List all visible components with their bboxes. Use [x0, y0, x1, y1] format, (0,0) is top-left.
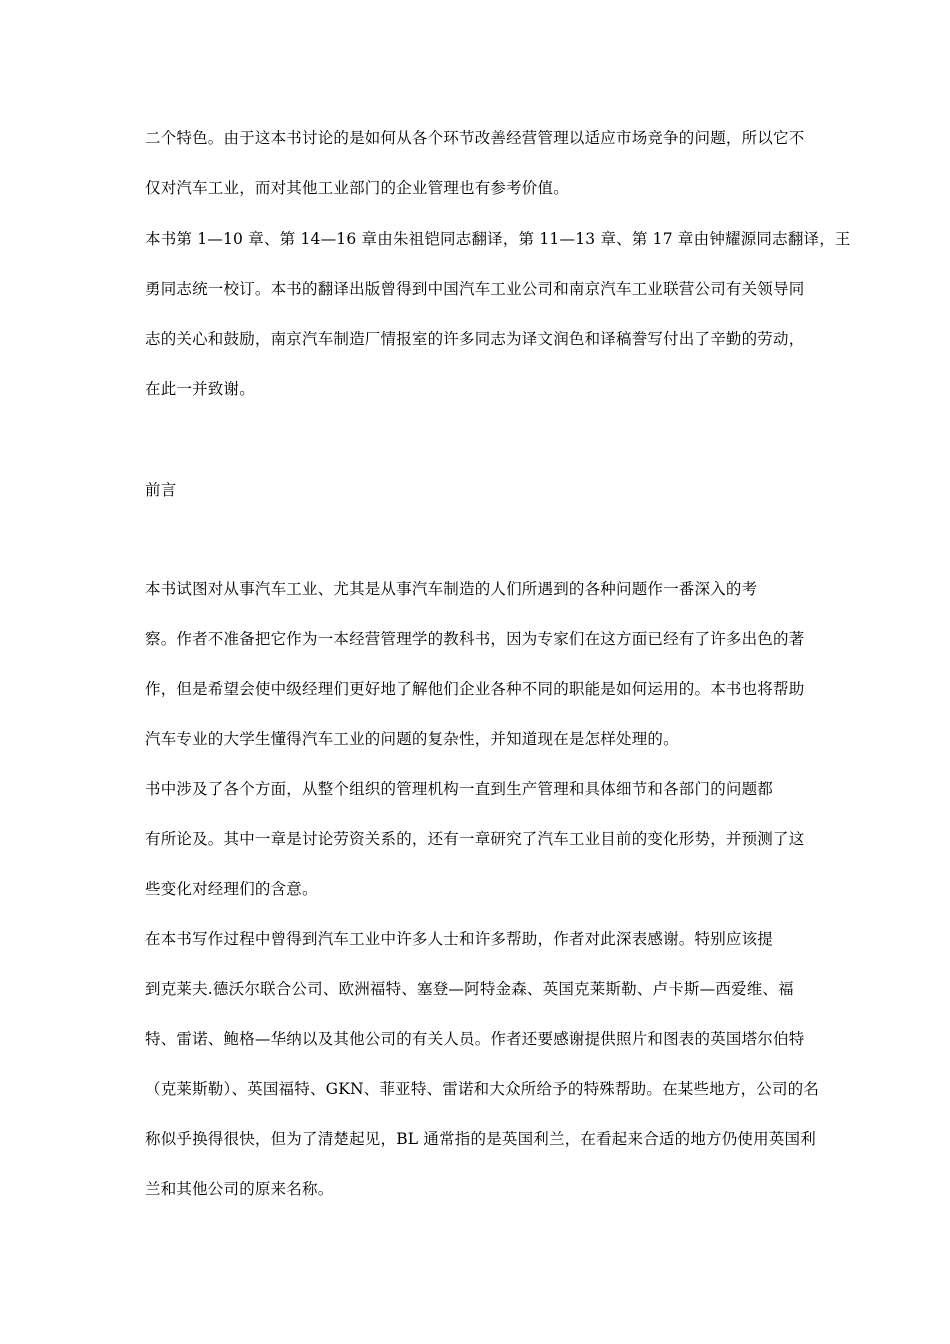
text-line: 作，但是希望会使中级经理们更好地了解他们企业各种不同的职能是如何运用的。本书也将帮助	[145, 680, 805, 698]
text-line: 特、雷诺、鲍格—华纳以及其他公司的有关人员。作者还要感谢提供照片和图表的英国塔尔伯特	[145, 1030, 805, 1048]
text-line: 在本书写作过程中曾得到汽车工业中许多人士和许多帮助，作者对此深表感谢。特别应该提	[145, 930, 774, 948]
text-line: （克莱斯勒）、英国福特、GKN、菲亚特、雷诺和大众所给予的特殊帮助。在某些地方，公司的名	[145, 1080, 820, 1098]
text-line: 察。作者不准备把它作为一本经营管理学的教科书，因为专家们在这方面已经有了许多出色的著	[145, 630, 805, 648]
text-line: 在此一并致谢。	[145, 380, 255, 398]
text-line: 有所论及。其中一章是讨论劳资关系的，还有一章研究了汽车工业目前的变化形势，并预测了这	[145, 830, 805, 848]
text-line: 到克莱夫.德沃尔联合公司、欧洲福特、塞登—阿特金森、英国克莱斯勒、卢卡斯—西爱维、福	[145, 980, 794, 998]
text-line: 称似乎换得很快，但为了清楚起见，BL 通常指的是英国利兰，在看起来合适的地方仍使用英国利	[145, 1130, 816, 1148]
text-line: 二个特色。由于这本书讨论的是如何从各个环节改善经营管理以适应市场竞争的问题，所以它不	[145, 129, 805, 147]
text-line: 仅对汽车工业，而对其他工业部门的企业管理也有参考价值。	[145, 179, 569, 197]
text-line: 书中涉及了各个方面，从整个组织的管理机构一直到生产管理和具体细节和各部门的问题都	[145, 780, 774, 798]
text-line: 志的关心和鼓励，南京汽车制造厂情报室的许多同志为译文润色和译稿誊写付出了辛勤的劳动，	[145, 330, 805, 348]
text-line: 本书第 1—10 章、第 14—16 章由朱祖铠同志翻译，第 11—13 章、第 17 章由钟耀源同志翻译，王	[145, 230, 851, 248]
section-heading: 前言	[145, 481, 177, 499]
text-line: 本书试图对从事汽车工业、尤其是从事汽车制造的人们所遇到的各种问题作一番深入的考	[145, 580, 758, 598]
text-line: 勇同志统一校订。本书的翻译出版曾得到中国汽车工业公司和南京汽车工业联营公司有关领导同	[145, 280, 805, 298]
text-line: 些变化对经理们的含意。	[145, 880, 318, 898]
text-line: 汽车专业的大学生懂得汽车工业的问题的复杂性，并知道现在是怎样处理的。	[145, 730, 679, 748]
text-line: 兰和其他公司的原来名称。	[145, 1180, 334, 1198]
